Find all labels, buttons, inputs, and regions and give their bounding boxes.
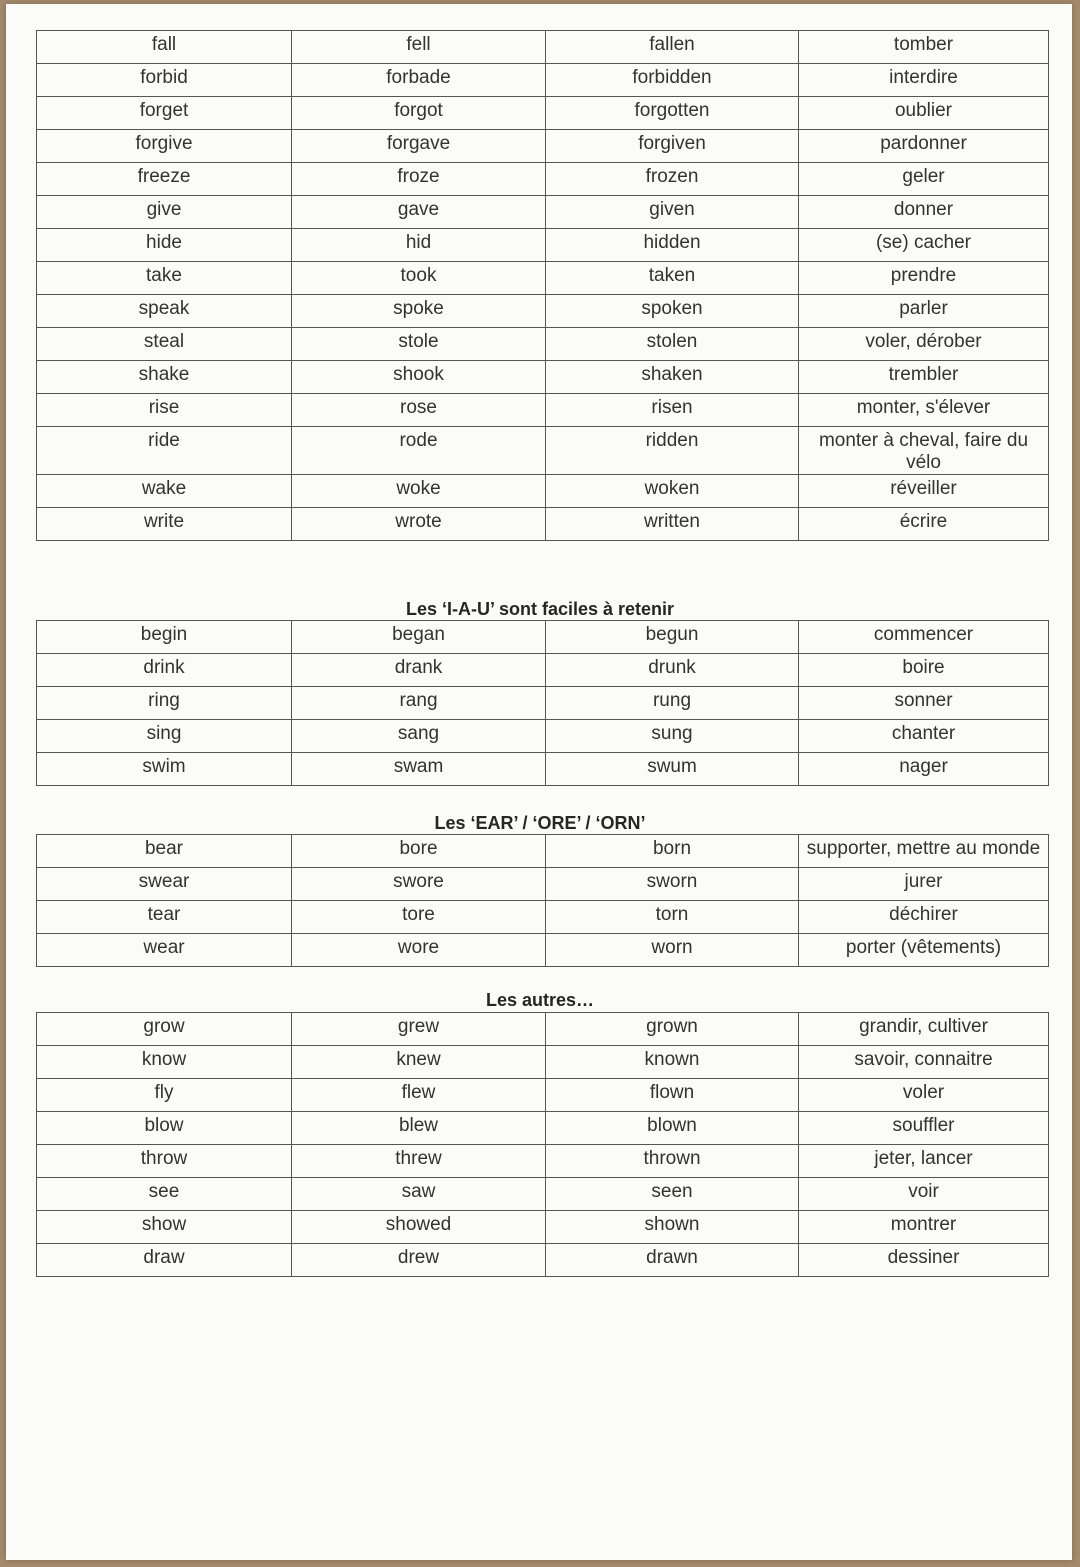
- irregular-verbs-table-1: [36, 30, 1049, 541]
- preterit-cell: rang: [292, 687, 546, 720]
- translation-cell: donner: [799, 196, 1049, 229]
- base-form-cell: swear: [37, 868, 292, 901]
- past-participle-cell: taken: [546, 262, 799, 295]
- table-row: [37, 1079, 1049, 1112]
- table-row: [37, 97, 1049, 130]
- base-form-cell: blow: [37, 1112, 292, 1145]
- translation-cell: voler, dérober: [799, 328, 1049, 361]
- translation-cell: grandir, cultiver: [799, 1013, 1049, 1046]
- base-form-cell: take: [37, 262, 292, 295]
- base-form-cell: speak: [37, 295, 292, 328]
- preterit-cell: wrote: [292, 508, 546, 541]
- preterit-cell: drank: [292, 654, 546, 687]
- table-row: [37, 427, 1049, 475]
- base-form-cell: shake: [37, 361, 292, 394]
- base-form-cell: see: [37, 1178, 292, 1211]
- translation-cell: chanter: [799, 720, 1049, 753]
- preterit-cell: forgave: [292, 130, 546, 163]
- translation-cell: déchirer: [799, 901, 1049, 934]
- translation-cell: savoir, connaitre: [799, 1046, 1049, 1079]
- table-body: [37, 835, 1049, 967]
- translation-cell: oublier: [799, 97, 1049, 130]
- preterit-cell: took: [292, 262, 546, 295]
- table-row: [37, 295, 1049, 328]
- preterit-cell: flew: [292, 1079, 546, 1112]
- translation-cell: jeter, lancer: [799, 1145, 1049, 1178]
- translation-cell: commencer: [799, 621, 1049, 654]
- translation-cell: souffler: [799, 1112, 1049, 1145]
- past-participle-cell: flown: [546, 1079, 799, 1112]
- section-title-ear-ore-orn: Les ‘EAR’ / ‘ORE’ / ‘ORN’: [434, 813, 646, 833]
- past-participle-cell: frozen: [546, 163, 799, 196]
- past-participle-cell: thrown: [546, 1145, 799, 1178]
- preterit-cell: tore: [292, 901, 546, 934]
- base-form-cell: wake: [37, 475, 292, 508]
- preterit-cell: fell: [292, 31, 546, 64]
- base-form-cell: swim: [37, 753, 292, 786]
- translation-cell: pardonner: [799, 130, 1049, 163]
- translation-cell: (se) cacher: [799, 229, 1049, 262]
- base-form-cell: hide: [37, 229, 292, 262]
- base-form-cell: rise: [37, 394, 292, 427]
- section-title-iau: Les ‘I-A-U’ sont faciles à retenir: [405, 599, 675, 619]
- preterit-cell: showed: [292, 1211, 546, 1244]
- table-row: [37, 475, 1049, 508]
- table-row: [37, 1178, 1049, 1211]
- past-participle-cell: shown: [546, 1211, 799, 1244]
- table-row: [37, 868, 1049, 901]
- preterit-cell: rose: [292, 394, 546, 427]
- past-participle-cell: swum: [546, 753, 799, 786]
- table-row: [37, 31, 1049, 64]
- past-participle-cell: woken: [546, 475, 799, 508]
- base-form-cell: fly: [37, 1079, 292, 1112]
- base-form-cell: fall: [37, 31, 292, 64]
- preterit-cell: drew: [292, 1244, 546, 1277]
- table-row: [37, 64, 1049, 97]
- past-participle-cell: risen: [546, 394, 799, 427]
- preterit-cell: swam: [292, 753, 546, 786]
- table-row: [37, 934, 1049, 967]
- past-participle-cell: given: [546, 196, 799, 229]
- table-row: [37, 163, 1049, 196]
- irregular-verbs-table-ear-ore-orn: [36, 834, 1049, 967]
- table-row: [37, 328, 1049, 361]
- base-form-cell: know: [37, 1046, 292, 1079]
- translation-cell: nager: [799, 753, 1049, 786]
- preterit-cell: shook: [292, 361, 546, 394]
- preterit-cell: spoke: [292, 295, 546, 328]
- past-participle-cell: known: [546, 1046, 799, 1079]
- past-participle-cell: shaken: [546, 361, 799, 394]
- base-form-cell: write: [37, 508, 292, 541]
- table-row: [37, 196, 1049, 229]
- base-form-cell: wear: [37, 934, 292, 967]
- base-form-cell: forget: [37, 97, 292, 130]
- table-row: [37, 508, 1049, 541]
- base-form-cell: forbid: [37, 64, 292, 97]
- base-form-cell: freeze: [37, 163, 292, 196]
- table-row: [37, 1244, 1049, 1277]
- base-form-cell: ring: [37, 687, 292, 720]
- translation-cell: porter (vêtements): [799, 934, 1049, 967]
- past-participle-cell: sung: [546, 720, 799, 753]
- table-body: [37, 1013, 1049, 1277]
- translation-cell: voir: [799, 1178, 1049, 1211]
- past-participle-cell: forgiven: [546, 130, 799, 163]
- translation-cell: supporter, mettre au monde: [799, 835, 1049, 868]
- translation-cell: écrire: [799, 508, 1049, 541]
- translation-cell: monter à cheval, faire du vélo: [799, 427, 1049, 475]
- translation-cell: réveiller: [799, 475, 1049, 508]
- table-row: [37, 1112, 1049, 1145]
- translation-cell: sonner: [799, 687, 1049, 720]
- preterit-cell: rode: [292, 427, 546, 475]
- translation-cell: boire: [799, 654, 1049, 687]
- translation-cell: tomber: [799, 31, 1049, 64]
- table-row: [37, 262, 1049, 295]
- table-row: [37, 1211, 1049, 1244]
- past-participle-cell: grown: [546, 1013, 799, 1046]
- past-participle-cell: written: [546, 508, 799, 541]
- translation-cell: voler: [799, 1079, 1049, 1112]
- past-participle-cell: forgotten: [546, 97, 799, 130]
- preterit-cell: swore: [292, 868, 546, 901]
- preterit-cell: grew: [292, 1013, 546, 1046]
- translation-cell: monter, s'élever: [799, 394, 1049, 427]
- past-participle-cell: drawn: [546, 1244, 799, 1277]
- preterit-cell: woke: [292, 475, 546, 508]
- preterit-cell: forbade: [292, 64, 546, 97]
- translation-cell: parler: [799, 295, 1049, 328]
- past-participle-cell: torn: [546, 901, 799, 934]
- past-participle-cell: worn: [546, 934, 799, 967]
- preterit-cell: began: [292, 621, 546, 654]
- table-row: [37, 901, 1049, 934]
- table-row: [37, 1013, 1049, 1046]
- base-form-cell: bear: [37, 835, 292, 868]
- table-row: [37, 361, 1049, 394]
- section-title-others: Les autres…: [485, 990, 595, 1010]
- translation-cell: dessiner: [799, 1244, 1049, 1277]
- preterit-cell: saw: [292, 1178, 546, 1211]
- base-form-cell: tear: [37, 901, 292, 934]
- table-row: [37, 130, 1049, 163]
- preterit-cell: forgot: [292, 97, 546, 130]
- preterit-cell: sang: [292, 720, 546, 753]
- table-body: [37, 31, 1049, 541]
- base-form-cell: throw: [37, 1145, 292, 1178]
- base-form-cell: grow: [37, 1013, 292, 1046]
- base-form-cell: forgive: [37, 130, 292, 163]
- past-participle-cell: rung: [546, 687, 799, 720]
- past-participle-cell: fallen: [546, 31, 799, 64]
- table-row: [37, 654, 1049, 687]
- preterit-cell: bore: [292, 835, 546, 868]
- irregular-verbs-table-iau: [36, 620, 1049, 786]
- past-participle-cell: spoken: [546, 295, 799, 328]
- table-row: [37, 621, 1049, 654]
- past-participle-cell: hidden: [546, 229, 799, 262]
- translation-cell: montrer: [799, 1211, 1049, 1244]
- past-participle-cell: ridden: [546, 427, 799, 475]
- base-form-cell: show: [37, 1211, 292, 1244]
- past-participle-cell: blown: [546, 1112, 799, 1145]
- translation-cell: geler: [799, 163, 1049, 196]
- preterit-cell: knew: [292, 1046, 546, 1079]
- table-row: [37, 1046, 1049, 1079]
- preterit-cell: hid: [292, 229, 546, 262]
- translation-cell: trembler: [799, 361, 1049, 394]
- table-row: [37, 394, 1049, 427]
- base-form-cell: sing: [37, 720, 292, 753]
- preterit-cell: gave: [292, 196, 546, 229]
- irregular-verbs-table-others: [36, 1012, 1049, 1277]
- past-participle-cell: drunk: [546, 654, 799, 687]
- table-row: [37, 1145, 1049, 1178]
- past-participle-cell: seen: [546, 1178, 799, 1211]
- base-form-cell: drink: [37, 654, 292, 687]
- base-form-cell: steal: [37, 328, 292, 361]
- past-participle-cell: forbidden: [546, 64, 799, 97]
- table-row: [37, 753, 1049, 786]
- base-form-cell: draw: [37, 1244, 292, 1277]
- preterit-cell: stole: [292, 328, 546, 361]
- past-participle-cell: sworn: [546, 868, 799, 901]
- base-form-cell: give: [37, 196, 292, 229]
- past-participle-cell: begun: [546, 621, 799, 654]
- translation-cell: jurer: [799, 868, 1049, 901]
- base-form-cell: ride: [37, 427, 292, 475]
- preterit-cell: froze: [292, 163, 546, 196]
- preterit-cell: wore: [292, 934, 546, 967]
- past-participle-cell: stolen: [546, 328, 799, 361]
- table-row: [37, 229, 1049, 262]
- table-body: [37, 621, 1049, 786]
- table-row: [37, 835, 1049, 868]
- past-participle-cell: born: [546, 835, 799, 868]
- translation-cell: interdire: [799, 64, 1049, 97]
- preterit-cell: threw: [292, 1145, 546, 1178]
- translation-cell: prendre: [799, 262, 1049, 295]
- base-form-cell: begin: [37, 621, 292, 654]
- table-row: [37, 720, 1049, 753]
- preterit-cell: blew: [292, 1112, 546, 1145]
- table-row: [37, 687, 1049, 720]
